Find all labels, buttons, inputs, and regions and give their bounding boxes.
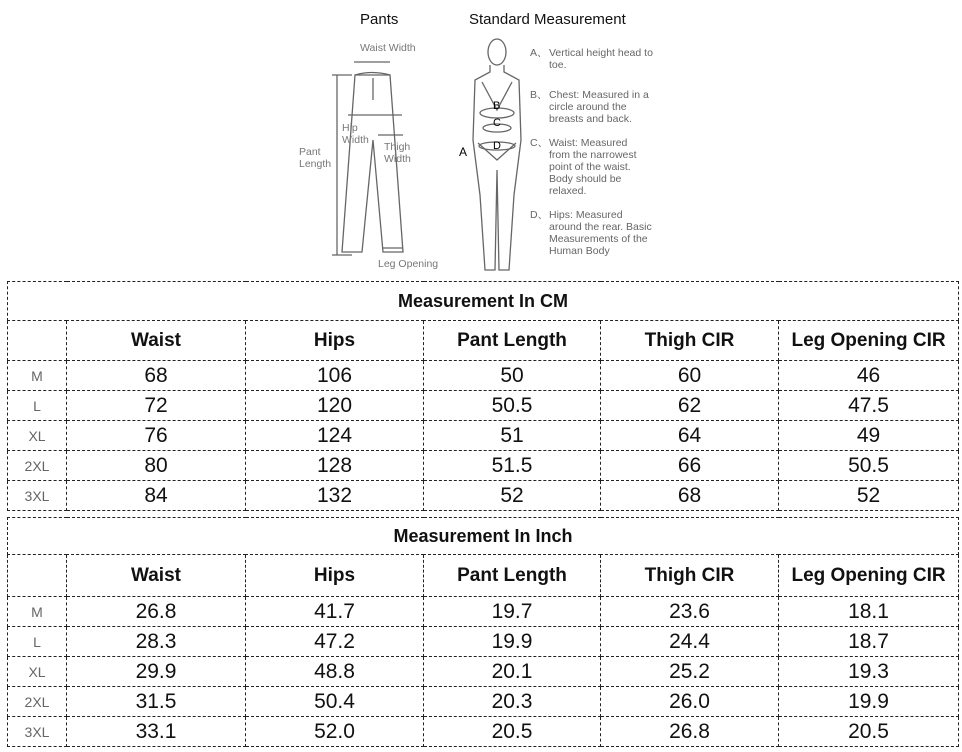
value-cell: 80 (67, 451, 246, 481)
size-cell: L (8, 627, 67, 657)
description-text: Hips: Measured around the rear. Basic Measurements of the Human Body (549, 209, 652, 257)
value-cell: 20.5 (779, 717, 959, 747)
value-cell: 62 (601, 391, 779, 421)
value-cell: 52.0 (246, 717, 424, 747)
body-label-d: D (493, 140, 501, 152)
body-label-b: B (493, 100, 501, 112)
description-text: Vertical height head to toe. (549, 47, 653, 71)
header-row (8, 321, 959, 361)
value-cell: 33.1 (67, 717, 246, 747)
header-row (8, 555, 959, 597)
value-cell: 60 (601, 361, 779, 391)
column-header: Waist (67, 555, 246, 597)
table-row (8, 717, 959, 747)
size-header-empty (8, 321, 67, 361)
table-row (8, 391, 959, 421)
pants-title: Pants (360, 11, 399, 28)
value-cell: 66 (601, 451, 779, 481)
description-key: D、 (530, 209, 549, 221)
value-cell: 24.4 (601, 627, 779, 657)
value-cell: 52 (779, 481, 959, 511)
size-cell: 2XL (8, 687, 67, 717)
column-header: Thigh CIR (601, 555, 779, 597)
value-cell: 31.5 (67, 687, 246, 717)
body-label-a: A (459, 145, 468, 159)
thigh-width-label: Thigh Width (384, 141, 411, 165)
value-cell: 20.5 (424, 717, 601, 747)
table-row (8, 481, 959, 511)
value-cell: 76 (67, 421, 246, 451)
description-b (530, 89, 660, 137)
table-row (8, 421, 959, 451)
value-cell: 50.4 (246, 687, 424, 717)
value-cell: 18.7 (779, 627, 959, 657)
value-cell: 72 (67, 391, 246, 421)
description-key: A、 (530, 47, 548, 59)
value-cell: 26.8 (67, 597, 246, 627)
column-header: Waist (67, 321, 246, 361)
column-header: Pant Length (424, 321, 601, 361)
value-cell: 26.0 (601, 687, 779, 717)
value-cell: 68 (601, 481, 779, 511)
body-label-c: C (493, 117, 501, 129)
size-cell: 3XL (8, 481, 67, 511)
size-cell: XL (8, 421, 67, 451)
size-cell: 3XL (8, 717, 67, 747)
column-header: Thigh CIR (601, 321, 779, 361)
value-cell: 64 (601, 421, 779, 451)
value-cell: 128 (246, 451, 424, 481)
description-a (530, 47, 660, 89)
measurement-descriptions (530, 47, 660, 257)
value-cell: 19.9 (424, 627, 601, 657)
value-cell: 120 (246, 391, 424, 421)
description-text: Waist: Measured from the narrowest point of the waist. Body should be relaxed. (549, 137, 637, 197)
inch-size-table (7, 517, 959, 747)
value-cell: 52 (424, 481, 601, 511)
value-cell: 132 (246, 481, 424, 511)
pant-length-label: Pant Length (299, 146, 332, 170)
value-cell: 124 (246, 421, 424, 451)
table-row (8, 657, 959, 687)
table-title: Measurement In CM (8, 282, 959, 321)
column-header: Leg Opening CIR (779, 321, 959, 361)
value-cell: 28.3 (67, 627, 246, 657)
size-cell: L (8, 391, 67, 421)
value-cell: 68 (67, 361, 246, 391)
column-header: Pant Length (424, 555, 601, 597)
value-cell: 20.3 (424, 687, 601, 717)
value-cell: 51.5 (424, 451, 601, 481)
value-cell: 50.5 (779, 451, 959, 481)
value-cell: 51 (424, 421, 601, 451)
description-text: Chest: Measured in a circle around the breasts and back. (549, 89, 649, 125)
hip-width-label: Hip Width (342, 122, 369, 146)
table-row (8, 361, 959, 391)
value-cell: 46 (779, 361, 959, 391)
value-cell: 19.9 (779, 687, 959, 717)
value-cell: 25.2 (601, 657, 779, 687)
value-cell: 23.6 (601, 597, 779, 627)
value-cell: 50 (424, 361, 601, 391)
size-header-empty (8, 555, 67, 597)
standard-measurement-title: Standard Measurement (469, 11, 626, 28)
column-header: Hips (246, 321, 424, 361)
value-cell: 18.1 (779, 597, 959, 627)
table-row (8, 597, 959, 627)
leg-opening-label: Leg Opening (378, 258, 439, 270)
description-c (530, 137, 660, 209)
value-cell: 19.3 (779, 657, 959, 687)
column-header: Leg Opening CIR (779, 555, 959, 597)
table-title: Measurement In Inch (8, 518, 959, 555)
value-cell: 48.8 (246, 657, 424, 687)
description-key: B、 (530, 89, 548, 101)
value-cell: 84 (67, 481, 246, 511)
table-row (8, 451, 959, 481)
size-cell: M (8, 361, 67, 391)
table-row (8, 627, 959, 657)
waist-width-label: Waist Width (360, 42, 416, 54)
cm-size-table (7, 281, 959, 511)
table-row (8, 687, 959, 717)
value-cell: 106 (246, 361, 424, 391)
size-cell: M (8, 597, 67, 627)
size-cell: XL (8, 657, 67, 687)
value-cell: 41.7 (246, 597, 424, 627)
value-cell: 49 (779, 421, 959, 451)
description-key: C、 (530, 137, 549, 149)
size-cell: 2XL (8, 451, 67, 481)
description-d (530, 209, 660, 257)
value-cell: 29.9 (67, 657, 246, 687)
value-cell: 19.7 (424, 597, 601, 627)
value-cell: 26.8 (601, 717, 779, 747)
value-cell: 50.5 (424, 391, 601, 421)
value-cell: 47.2 (246, 627, 424, 657)
column-header: Hips (246, 555, 424, 597)
value-cell: 47.5 (779, 391, 959, 421)
value-cell: 20.1 (424, 657, 601, 687)
